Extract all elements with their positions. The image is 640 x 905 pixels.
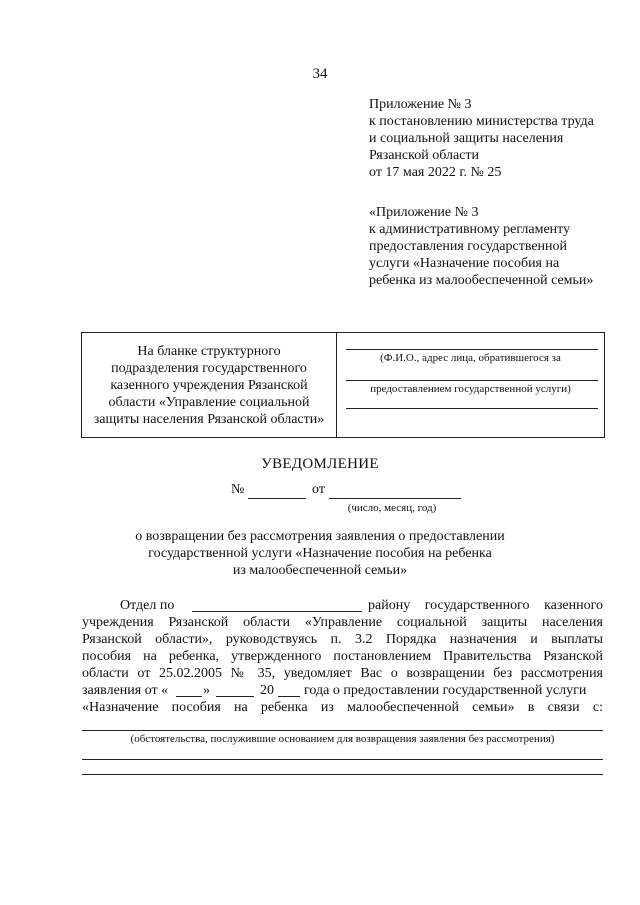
body-line xyxy=(82,597,603,614)
recipient-note: (Ф.И.О., адрес лица, обратившегося за xyxy=(380,352,561,364)
appendix-line: Рязанской области xyxy=(369,148,480,163)
body-line: пособия на ребенка, утвержденного постановлением Правительства Рязанской xyxy=(82,649,603,664)
letterhead-table xyxy=(81,332,605,438)
appendix-line: ребенка из малообеспеченной семьи» xyxy=(369,273,594,288)
letterhead-line: подразделения государственного xyxy=(111,361,307,376)
number-label: № xyxy=(231,482,245,497)
appendix-line: предоставления государственной xyxy=(369,239,568,254)
reason-blank-line[interactable] xyxy=(82,730,603,731)
reason-blank-line[interactable] xyxy=(82,774,603,775)
body-line: Рязанской области», руководствуясь п. 3.2 Порядка назначения и выплаты xyxy=(82,632,603,647)
appendix-line: услуги «Назначение пособия на xyxy=(369,256,560,271)
recipient-note: предоставлением государственной услуги) xyxy=(370,383,571,395)
notice-body xyxy=(82,597,603,716)
body-line xyxy=(82,682,603,699)
subject-line: государственной услуги «Назначение пособия на ребенка xyxy=(148,546,492,561)
appendix-line: Приложение № 3 xyxy=(369,97,472,112)
body-text-quote: » xyxy=(203,683,210,698)
appendix-line: «Приложение № 3 xyxy=(369,205,479,220)
body-line: «Назначение пособия на ребенка из малообеспеченной семьи» в связи с: xyxy=(82,700,603,715)
page-number: 34 xyxy=(312,66,328,82)
letterhead-line: казенного учреждения Рязанской xyxy=(110,378,308,393)
appendix-line: к постановлению министерства труда xyxy=(369,114,594,129)
appendix-line: к административному регламенту xyxy=(369,222,571,237)
reason-blank-line[interactable] xyxy=(82,759,603,760)
day-blank[interactable] xyxy=(176,696,202,697)
recipient-blank-line[interactable] xyxy=(346,380,598,381)
date-blank[interactable] xyxy=(329,498,461,499)
number-blank[interactable] xyxy=(248,498,306,499)
recipient-blank-line[interactable] xyxy=(346,408,598,409)
body-line: области от 25.02.2005 № 35, уведомляет Вас о возвращении без рассмотрения xyxy=(82,666,603,681)
year-blank[interactable] xyxy=(278,696,300,697)
appendix-line: и социальной защиты населения xyxy=(369,131,564,146)
letterhead-line: области «Управление социальной xyxy=(108,395,310,410)
body-text-district: району государственного казенного xyxy=(368,598,603,613)
appendix-line: от 17 мая 2022 г. № 25 xyxy=(369,165,502,180)
recipient-blank-line[interactable] xyxy=(346,349,598,350)
district-blank[interactable] xyxy=(192,611,362,612)
date-note: (число, месяц, год) xyxy=(347,502,437,514)
body-text-application: заявления от « xyxy=(82,683,169,698)
letterhead-cell xyxy=(82,333,337,437)
reason-note: (обстоятельства, послужившие основанием для возвращения заявления без рассмотрения) xyxy=(130,733,555,745)
subject-line: о возвращении без рассмотрения заявления о предоставлении xyxy=(135,529,505,544)
recipient-cell xyxy=(337,333,604,437)
notice-title: УВЕДОМЛЕНИЕ xyxy=(261,456,379,472)
letterhead-line: На бланке структурного xyxy=(137,344,281,359)
date-label: от xyxy=(312,482,325,497)
body-text-year: 20 xyxy=(260,683,274,698)
letterhead-line: защиты населения Рязанской области» xyxy=(93,412,325,427)
body-text-service: года о предоставлении государственной услуги xyxy=(304,683,587,698)
subject-line: из малообеспеченной семьи» xyxy=(232,563,408,578)
body-line: учреждения Рязанской области «Управление социальной защиты населения xyxy=(82,615,603,630)
notice-subject xyxy=(0,528,640,579)
month-blank[interactable] xyxy=(216,696,254,697)
appendix-block-decree xyxy=(369,96,594,181)
body-text-dept: Отдел по xyxy=(120,598,175,613)
appendix-block-regulation xyxy=(369,204,593,289)
